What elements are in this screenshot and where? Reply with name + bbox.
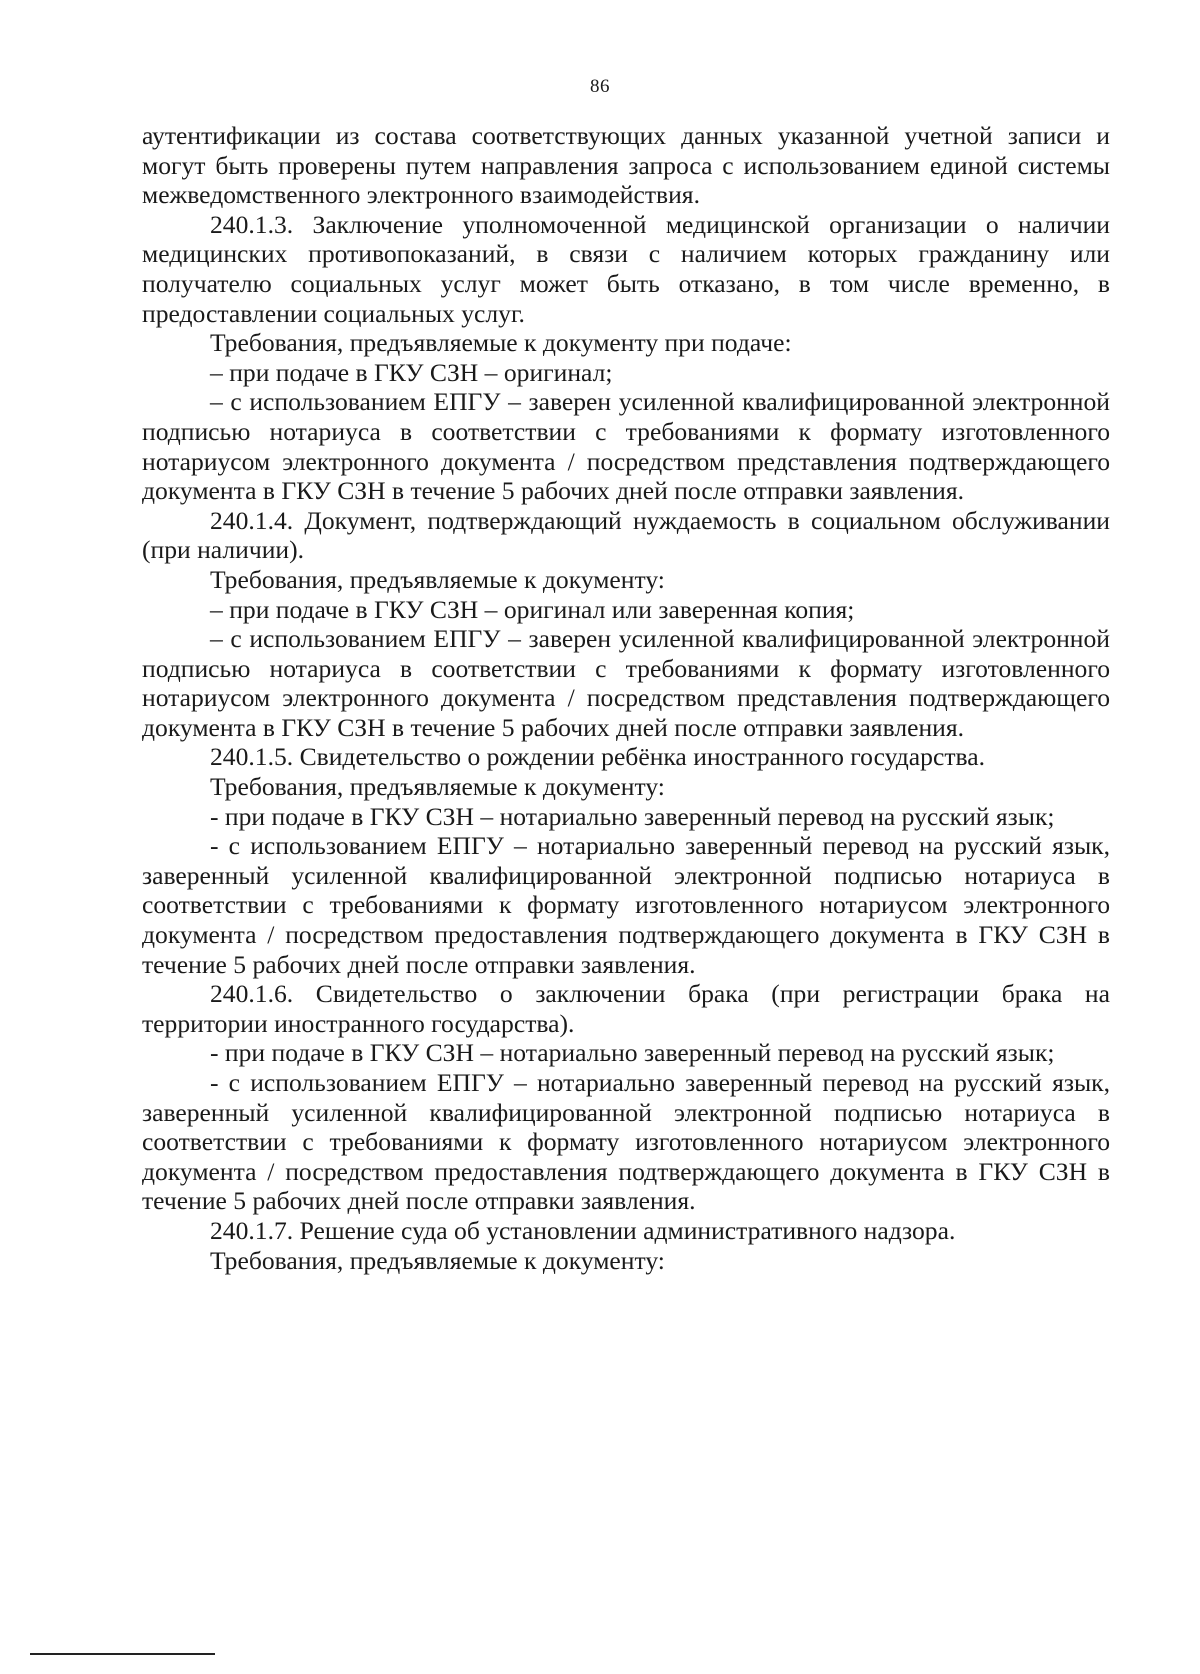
paragraph-requirements: Требования, предъявляемые к документу: xyxy=(210,1245,665,1275)
paragraph-bullet: - с использованием ЕПГУ – нотариально заверенный перевод на русский язык, заверенный усиленной квалифицированной электронной подписью нотариуса в соответствии с требованиями к формату изготовленного нотариусом электронного документа / посредством предоставления подтверждающего документа в ГКУ СЗН в течение 5 рабочих дней после отправки заявления. xyxy=(142,1068,1110,1216)
paragraph-item-240-1-7: 240.1.7. Решение суда об установлении административного надзора. xyxy=(210,1215,956,1245)
paragraph-requirements: Требования, предъявляемые к документу: xyxy=(210,772,665,802)
paragraph-requirements: Требования, предъявляемые к документу: xyxy=(210,564,665,594)
page-number: 86 xyxy=(590,76,610,97)
paragraph-continuation: аутентификации из состава соответствующих данных указанной учетной записи и могут быть проверены путем направления запроса с использованием единой системы межведомственного электронного взаимодействия. xyxy=(142,121,1110,210)
paragraph-item-240-1-5: 240.1.5. Свидетельство о рождении ребёнка иностранного государства. xyxy=(210,742,986,772)
paragraph-item-240-1-4: 240.1.4. Документ, подтверждающий нуждаемость в социальном обслуживании (при наличии). xyxy=(142,505,1110,565)
footnote-divider xyxy=(30,1653,215,1655)
document-body xyxy=(142,121,1110,1275)
paragraph-requirements: Требования, предъявляемые к документу при подаче: xyxy=(210,328,792,358)
paragraph-bullet: - с использованием ЕПГУ – нотариально заверенный перевод на русский язык, заверенный усиленной квалифицированной электронной подписью нотариуса в соответствии с требованиями к формату изготовленного нотариусом электронного документа / посредством предоставления подтверждающего документа в ГКУ СЗН в течение 5 рабочих дней после отправки заявления. xyxy=(142,831,1110,979)
paragraph-bullet: – с использованием ЕПГУ – заверен усиленной квалифицированной электронной подписью нотариуса в соответствии с требованиями к формату изготовленного нотариусом электронного документа / посредством представления подтверждающего документа в ГКУ СЗН в течение 5 рабочих дней после отправки заявления. xyxy=(142,387,1110,506)
paragraph-bullet: – при подаче в ГКУ СЗН – оригинал; xyxy=(210,357,613,387)
paragraph-bullet: - при подаче в ГКУ СЗН – нотариально заверенный перевод на русский язык; xyxy=(210,801,1055,831)
paragraph-item-240-1-6: 240.1.6. Свидетельство о заключении брака (при регистрации брака на территории иностранного государства). xyxy=(142,979,1110,1038)
paragraph-bullet: – при подаче в ГКУ СЗН – оригинал или заверенная копия; xyxy=(210,594,855,624)
paragraph-bullet: – с использованием ЕПГУ – заверен усиленной квалифицированной электронной подписью нотариуса в соответствии с требованиями к формату изготовленного нотариусом электронного документа / посредством представления подтверждающего документа в ГКУ СЗН в течение 5 рабочих дней после отправки заявления. xyxy=(142,624,1110,742)
paragraph-bullet: - при подаче в ГКУ СЗН – нотариально заверенный перевод на русский язык; xyxy=(210,1038,1055,1068)
paragraph-item-240-1-3: 240.1.3. Заключение уполномоченной медицинской организации о наличии медицинских противопоказаний, в связи с наличием которых гражданину или получателю социальных услуг может быть отказано, в том числе временно, в предоставлении социальных услуг. xyxy=(142,209,1110,328)
